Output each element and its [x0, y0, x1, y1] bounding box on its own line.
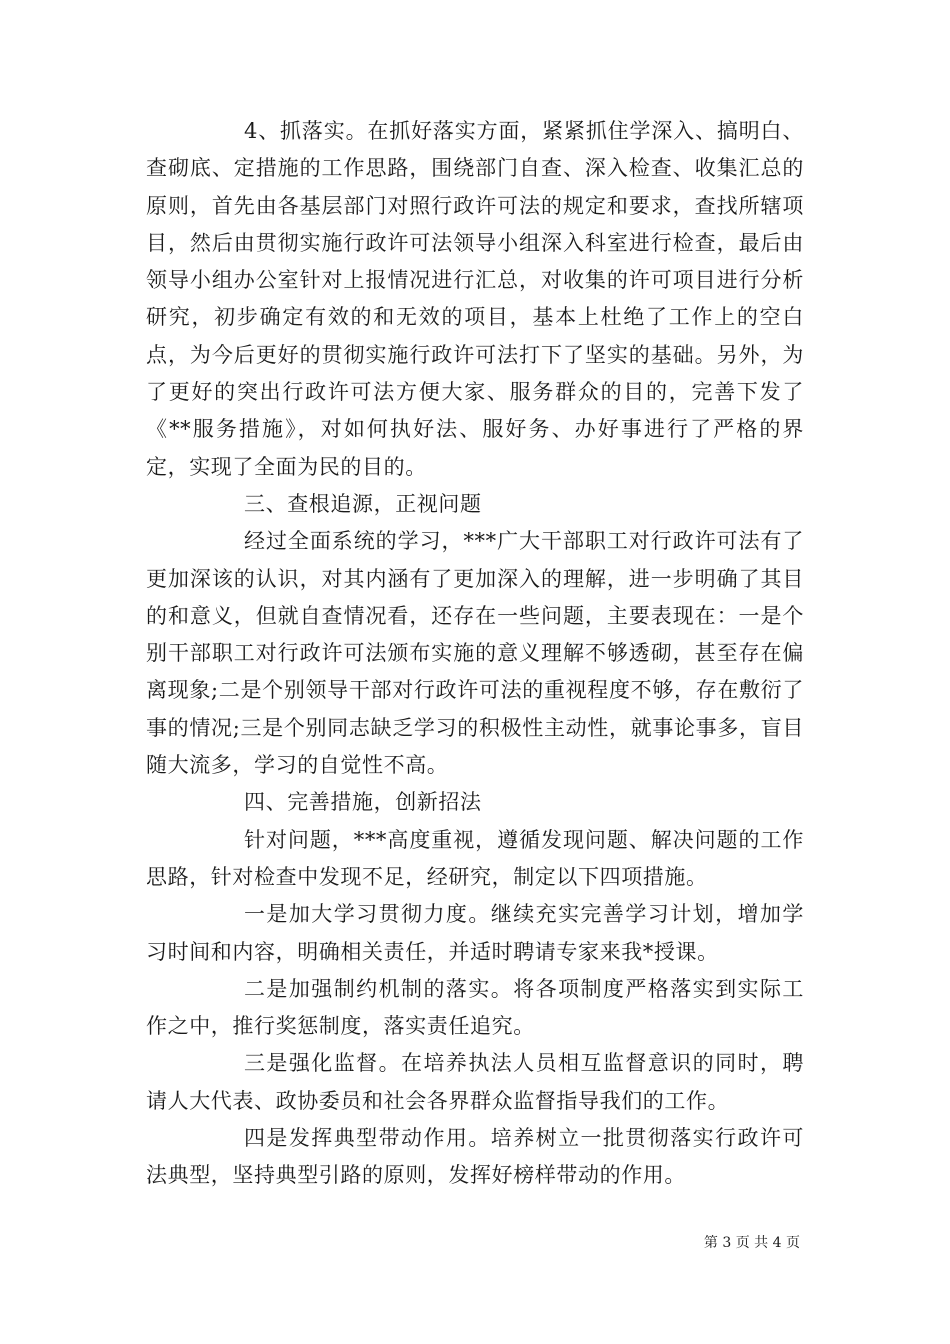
document-body — [146, 113, 804, 1195]
paragraph-measure-2: 二是加强制约机制的落实。将各项制度严格落实到实际工作之中，推行奖惩制度，落实责任追究。 — [146, 976, 804, 1039]
section-heading-3: 三、查根追源，正视问题 — [244, 491, 482, 516]
paragraph-measure-3: 三是强化监督。在培养执法人员相互监督意识的同时，聘请人大代表、政协委员和社会各界群众监督指导我们的工作。 — [146, 1051, 804, 1113]
section-heading-4: 四、完善措施，创新招法 — [244, 790, 482, 815]
paragraph-problems: 经过全面系统的学习，***广大干部职工对行政许可法有了更加深该的认识，对其内涵有了更加深入的理解，进一步明确了其目的和意义，但就自查情况看，还存在一些问题，主要表现在：一是个别干部职工对行政许可法颁布实施的意义理解不够透砌，甚至存在偏离现象;二是个别领导干部对行政许可法的重视程度不够，存在敷衍了事的情况;三是个别同志缺乏学习的积极性主动性，就事论事多，盲目随大流多，学习的自觉性不高。 — [146, 529, 804, 778]
paragraph-measures-intro: 针对问题，***高度重视，遵循发现问题、解决问题的工作思路，针对检查中发现不足，经研究，制定以下四项措施。 — [146, 827, 804, 889]
paragraph-measure-1: 一是加大学习贯彻力度。继续充实完善学习计划，增加学习时间和内容，明确相关责任，并适时聘请专家来我*授课。 — [146, 902, 804, 964]
paragraph-implementation: 4、抓落实。在抓好落实方面，紧紧抓住学深入、搞明白、查砌底、定措施的工作思路，围绕部门自查、深入检查、收集汇总的原则，首先由各基层部门对照行政许可法的规定和要求，查找所辖项目，然后由贯彻实施行政许可法领导小组深入科室进行检查，最后由领导小组办公室针对上报情况进行汇总，对收集的许可项目进行分析研究，初步确定有效的和无效的项目，基本上杜绝了工作上的空白点，为今后更好的贯彻实施行政许可法打下了坚实的基础。另外，为了更好的突出行政许可法方便大家、服务群众的目的，完善下发了《**服务措施》，对如何执好法、服好务、办好事进行了严格的界定，实现了全面为民的目的。 — [146, 119, 804, 479]
paragraph-measure-4: 四是发挥典型带动作用。培养树立一批贯彻落实行政许可法典型，坚持典型引路的原则，发挥好榜样带动的作用。 — [146, 1126, 804, 1188]
page-number: 第 3 页 共 4 页 — [703, 1235, 800, 1251]
